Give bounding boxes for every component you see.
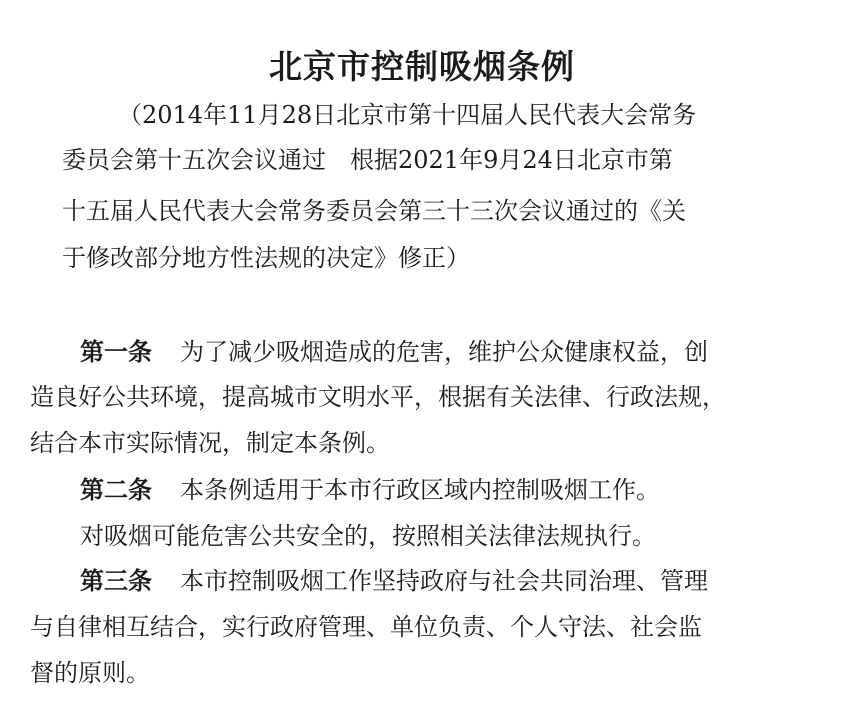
document-title: 北京市控制吸烟条例 [269,47,575,86]
note-line: 于修改部分地方性法规的决定》修正） [62,244,470,272]
article-number: 第三条 [80,567,152,595]
article-text-line: 本市控制吸烟工作坚持政府与社会共同治理、管理 [180,567,708,595]
note-line: （2014年11月28日北京市第十四届人民代表大会常务 [118,101,697,129]
article-text-line: 为了减少吸烟造成的危害，维护公众健康权益，创 [180,338,708,366]
article-text-line: 造良好公共环境，提高城市文明水平，根据有关法律、行政法规， [30,383,726,411]
article-text-line: 结合本市实际情况，制定本条例。 [30,429,390,457]
article-text-line: 督的原则。 [30,659,150,687]
article-text-line: 本条例适用于本市行政区域内控制吸烟工作。 [180,476,660,504]
note-line: 委员会第十五次会议通过 根据2021年9月24日北京市第 [62,146,673,174]
article-number: 第二条 [80,476,152,504]
article-number: 第一条 [80,338,152,366]
note-line: 十五届人民代表大会常务委员会第三十三次会议通过的《关 [62,197,686,225]
article-text-line: 与自律相互结合，实行政府管理、单位负责、个人守法、社会监 [30,613,702,641]
article-text-line: 对吸烟可能危害公共安全的，按照相关法律法规执行。 [80,522,656,550]
